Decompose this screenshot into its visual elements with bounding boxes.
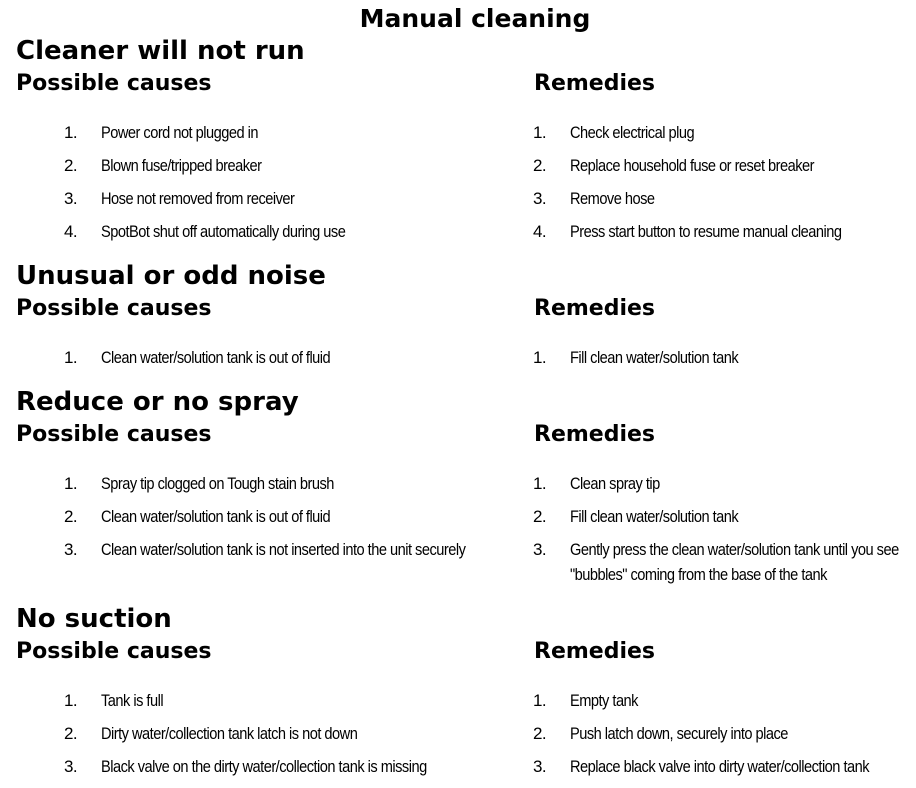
item-number: 2. bbox=[533, 507, 546, 526]
item-text: Dirty water/collection tank latch is not down bbox=[101, 724, 358, 743]
causes-heading: Possible causes bbox=[16, 71, 212, 96]
remedies-heading: Remedies bbox=[534, 422, 656, 447]
list-item bbox=[64, 471, 514, 496]
list-item bbox=[533, 688, 916, 713]
item-number: 2. bbox=[64, 724, 77, 743]
item-text: Clean water/solution tank is out of fluid bbox=[101, 507, 331, 526]
list-item bbox=[533, 120, 916, 145]
section-heading: Reduce or no spray bbox=[16, 387, 299, 417]
section-heading: Cleaner will not run bbox=[16, 36, 305, 66]
list-item bbox=[533, 186, 916, 211]
item-number: 3. bbox=[64, 540, 77, 559]
item-number: 3. bbox=[64, 757, 77, 776]
causes-list bbox=[64, 120, 514, 252]
item-number: 3. bbox=[533, 189, 546, 208]
item-number: 3. bbox=[64, 189, 77, 208]
list-item bbox=[533, 471, 916, 496]
remedies-list bbox=[533, 345, 916, 378]
item-text: Push latch down, securely into place bbox=[570, 724, 788, 743]
remedies-heading: Remedies bbox=[534, 639, 656, 664]
item-text: Press start button to resume manual cleaning bbox=[570, 222, 842, 241]
item-text: Clean spray tip bbox=[570, 474, 660, 493]
remedies-heading: Remedies bbox=[534, 71, 656, 96]
page-title: Manual cleaning bbox=[359, 4, 591, 33]
item-text: SpotBot shut off automatically during use bbox=[101, 222, 346, 241]
item-number: 1. bbox=[533, 348, 546, 367]
item-text: Fill clean water/solution tank bbox=[570, 507, 739, 526]
item-number: 1. bbox=[64, 691, 77, 710]
item-text: Check electrical plug bbox=[570, 123, 695, 142]
section-heading: No suction bbox=[16, 604, 172, 634]
list-item bbox=[64, 754, 514, 779]
list-item bbox=[64, 688, 514, 713]
list-item bbox=[64, 537, 514, 562]
section-heading: Unusual or odd noise bbox=[16, 261, 326, 291]
remedies-heading: Remedies bbox=[534, 296, 656, 321]
causes-list bbox=[64, 345, 514, 378]
item-text: Blown fuse/tripped breaker bbox=[101, 156, 262, 175]
list-item bbox=[64, 186, 514, 211]
causes-list bbox=[64, 688, 514, 787]
list-item bbox=[533, 537, 916, 587]
item-number: 1. bbox=[533, 123, 546, 142]
item-number: 1. bbox=[533, 474, 546, 493]
remedies-list bbox=[533, 688, 916, 787]
list-item bbox=[64, 345, 514, 370]
item-text: Empty tank bbox=[570, 691, 638, 710]
item-number: 4. bbox=[533, 222, 546, 241]
causes-heading: Possible causes bbox=[16, 422, 212, 447]
list-item bbox=[533, 754, 916, 779]
list-item bbox=[533, 345, 916, 370]
item-number: 2. bbox=[533, 724, 546, 743]
list-item bbox=[64, 153, 514, 178]
item-text: Black valve on the dirty water/collection tank is missing bbox=[101, 757, 427, 776]
item-text: Clean water/solution tank is out of fluid bbox=[101, 348, 331, 367]
item-text: Tank is full bbox=[101, 691, 164, 710]
causes-list bbox=[64, 471, 514, 570]
item-text: Clean water/solution tank is not inserted into the unit securely bbox=[101, 540, 466, 559]
item-text: Gently press the clean water/solution tank until you see "bubbles" coming from the base of the tank bbox=[570, 540, 899, 584]
item-text: Replace household fuse or reset breaker bbox=[570, 156, 815, 175]
list-item bbox=[533, 219, 916, 244]
item-text: Remove hose bbox=[570, 189, 655, 208]
list-item bbox=[533, 504, 916, 529]
remedies-list bbox=[533, 120, 916, 252]
item-text: Spray tip clogged on Tough stain brush bbox=[101, 474, 334, 493]
item-text: Replace black valve into dirty water/collection tank bbox=[570, 757, 870, 776]
list-item bbox=[64, 504, 514, 529]
list-item bbox=[64, 219, 514, 244]
list-item bbox=[64, 721, 514, 746]
causes-heading: Possible causes bbox=[16, 296, 212, 321]
item-text: Fill clean water/solution tank bbox=[570, 348, 739, 367]
remedies-list bbox=[533, 471, 916, 595]
item-text: Power cord not plugged in bbox=[101, 123, 258, 142]
list-item bbox=[533, 721, 916, 746]
item-number: 2. bbox=[64, 507, 77, 526]
item-text: Hose not removed from receiver bbox=[101, 189, 295, 208]
item-number: 4. bbox=[64, 222, 77, 241]
causes-heading: Possible causes bbox=[16, 639, 212, 664]
item-number: 2. bbox=[64, 156, 77, 175]
item-number: 1. bbox=[533, 691, 546, 710]
item-number: 1. bbox=[64, 474, 77, 493]
list-item bbox=[533, 153, 916, 178]
item-number: 2. bbox=[533, 156, 546, 175]
item-number: 1. bbox=[64, 123, 77, 142]
item-number: 3. bbox=[533, 757, 546, 776]
list-item bbox=[64, 120, 514, 145]
item-number: 3. bbox=[533, 540, 546, 559]
item-number: 1. bbox=[64, 348, 77, 367]
